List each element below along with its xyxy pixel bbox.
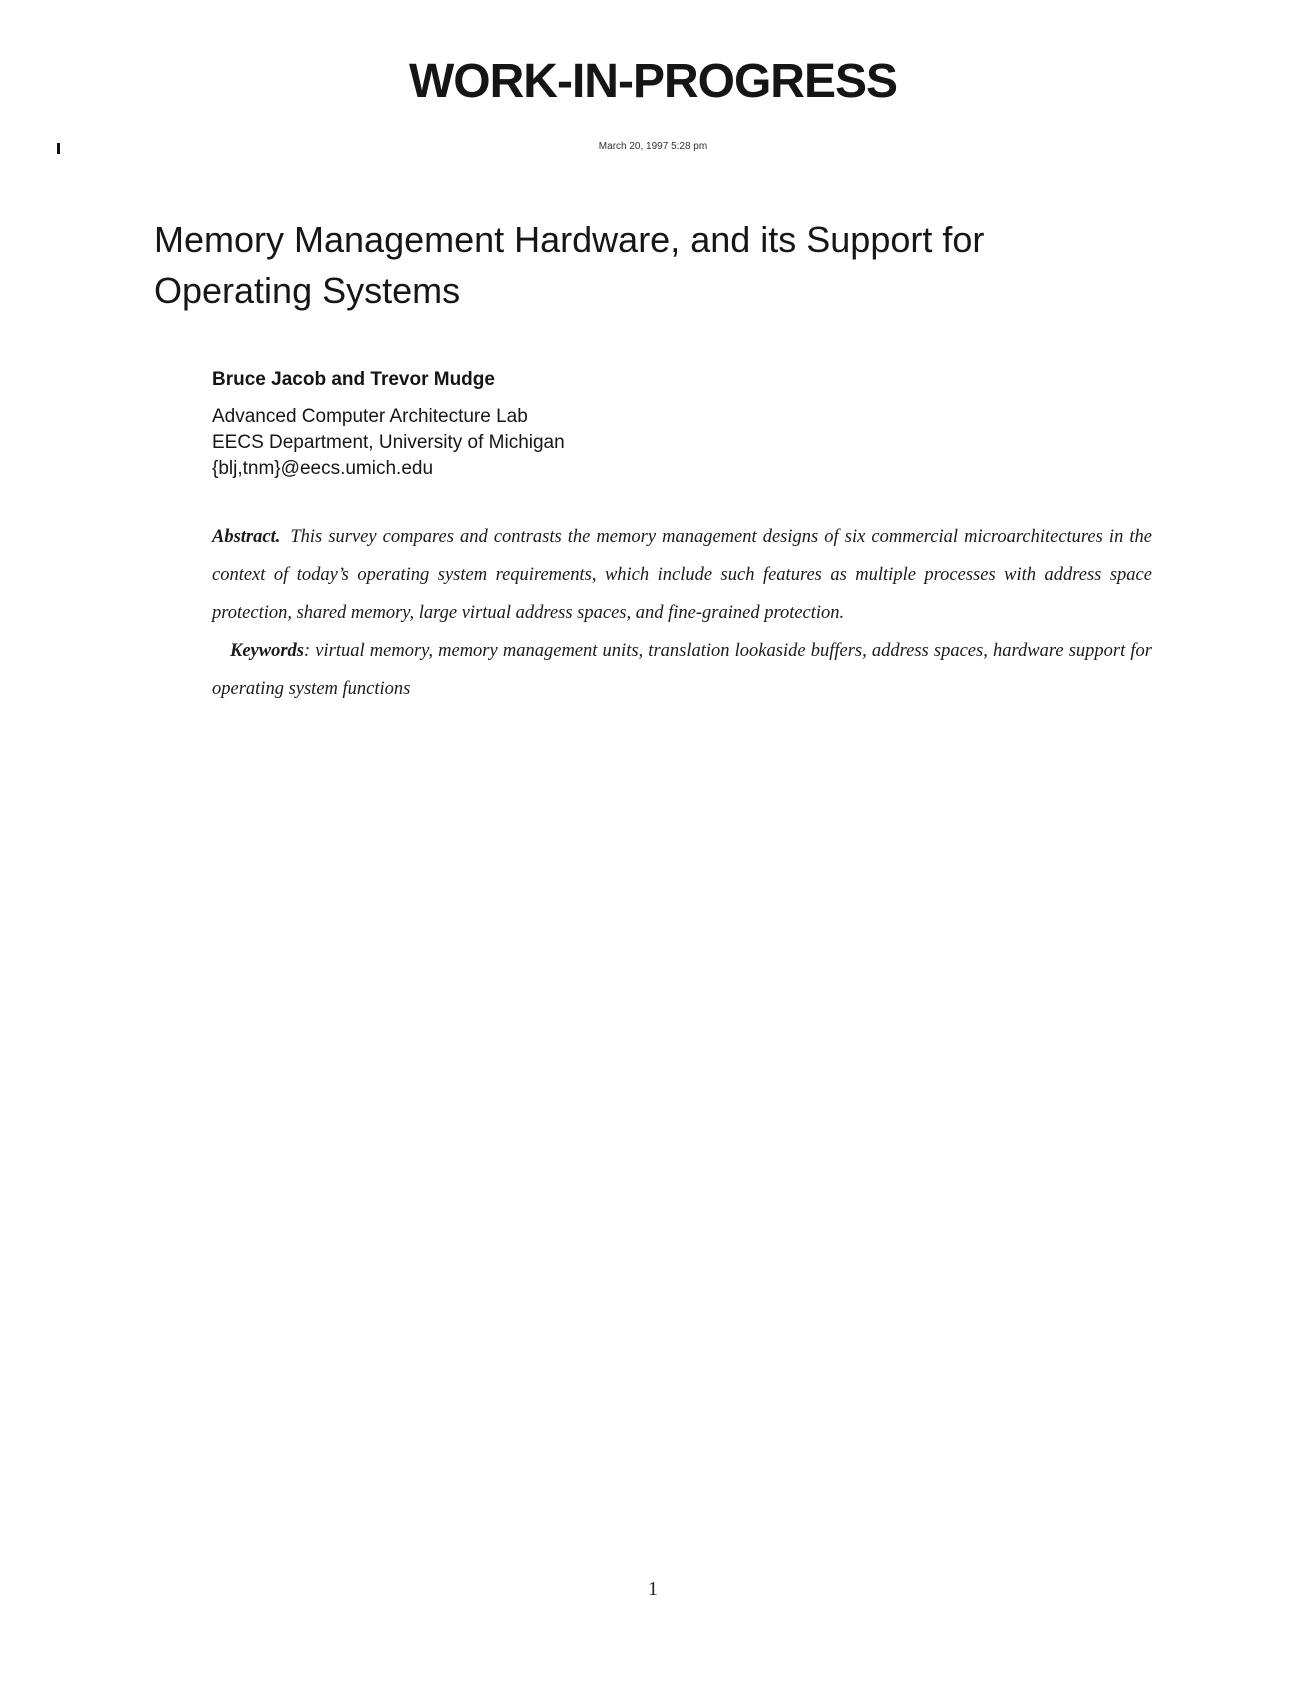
abstract-paragraph [212, 518, 1152, 708]
affiliation-department: EECS Department, University of Michigan [212, 432, 565, 453]
page-number: 1 [648, 1578, 658, 1600]
keywords-text: : virtual memory, memory management units, translation lookaside buffers, address spaces, hardware support for operating system functions [212, 641, 1152, 699]
author-affiliation [212, 404, 565, 482]
abstract-label: Abstract. [212, 527, 281, 547]
affiliation-email: {blj,tnm}@eecs.umich.edu [212, 458, 434, 479]
affiliation-lab: Advanced Computer Architecture Lab [212, 406, 528, 427]
work-in-progress-banner: WORK-IN-PROGRESS [409, 55, 897, 108]
title-line-2: Operating Systems [154, 270, 461, 311]
author-names: Bruce Jacob and Trevor Mudge [212, 369, 495, 390]
title-line-1: Memory Management Hardware, and its Support for [154, 219, 985, 260]
keywords-label: Keywords [230, 641, 304, 661]
paper-title [154, 214, 1114, 316]
abstract-text: This survey compares and contrasts the memory management designs of six commercial microarchitectures in the context of today’s operating system requirements, which include such features as multiple processes with address space protection, shared memory, large virtual address spaces, and fine-grained protection. [212, 527, 1152, 623]
document-timestamp: March 20, 1997 5:28 pm [598, 141, 708, 152]
